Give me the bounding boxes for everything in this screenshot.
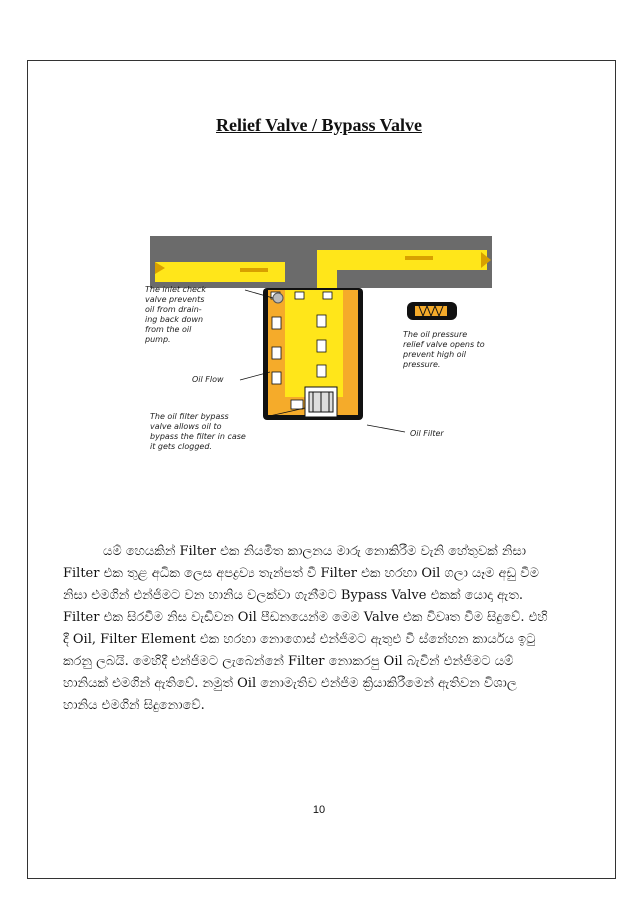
paragraph-line: හානියක් එමගින් ඇතිවේ. නමුත් Oil නොමැතිව එන්ජිම ක්‍රියාකිරීමෙන් ඇතිවන විශාල [63, 676, 517, 691]
paragraph-line: Filter එක සිරවීම නිස වැඩිවන Oil පීඩනයෙන්ම මෙම Valve එක විවෘත වීම සිදුවේ. එහි [63, 610, 548, 625]
bypass-label: The oil filter bypass valve allows oil to bypass the filter in case it gets clogged. [150, 412, 246, 451]
page-title: Relief Valve / Bypass Valve [215, 115, 423, 135]
paragraph-line: Filter එක තුළ අධික ලෙස අපද්‍රව්‍ය තැන්පත් වී Filter එක හරහා Oil ගලා යෑම අඩු වීම [63, 566, 539, 581]
inlet-check-label: The inlet check valve prevents oil from drain- ing back down from the oil pump. [145, 285, 206, 344]
paragraph-line: හානිය එමගින් සිදුනොවේ. [63, 698, 205, 713]
paragraph-line: කරනු ලබයි. මෙහිදී එන්ජිමට ලැබෙන්නේ Filter නොකරපු Oil බැවින් එන්ජිමට යම් [63, 654, 514, 669]
oil-filter-label: Oil Filter [410, 429, 444, 438]
oil-filter-diagram [145, 232, 495, 457]
relief-label: The oil pressure relief valve opens to prevent high oil pressure. [403, 330, 485, 369]
paragraph-line: නිසා එමගින් එන්ජිමට වන හානිය වලක්වා ගැනීමට Bypass Valve එකක් යොදා ඇත. [63, 588, 524, 603]
paragraph-line: දී Oil, Filter Element එක හරහා නොගොස් එන්ජිමට ඇතුළු වී ස්නේහන කාර්යය ඉටු [63, 632, 536, 647]
body-paragraph [63, 541, 568, 717]
page-border [27, 60, 616, 879]
oil-flow-label: Oil Flow [192, 375, 224, 384]
paragraph-line: යම් හෙයකින් Filter එක නියමිත කාලනය මාරු නොකිරීම වැනි හේතුවක් නිසා [103, 544, 527, 559]
page-number: 10 [312, 804, 326, 816]
